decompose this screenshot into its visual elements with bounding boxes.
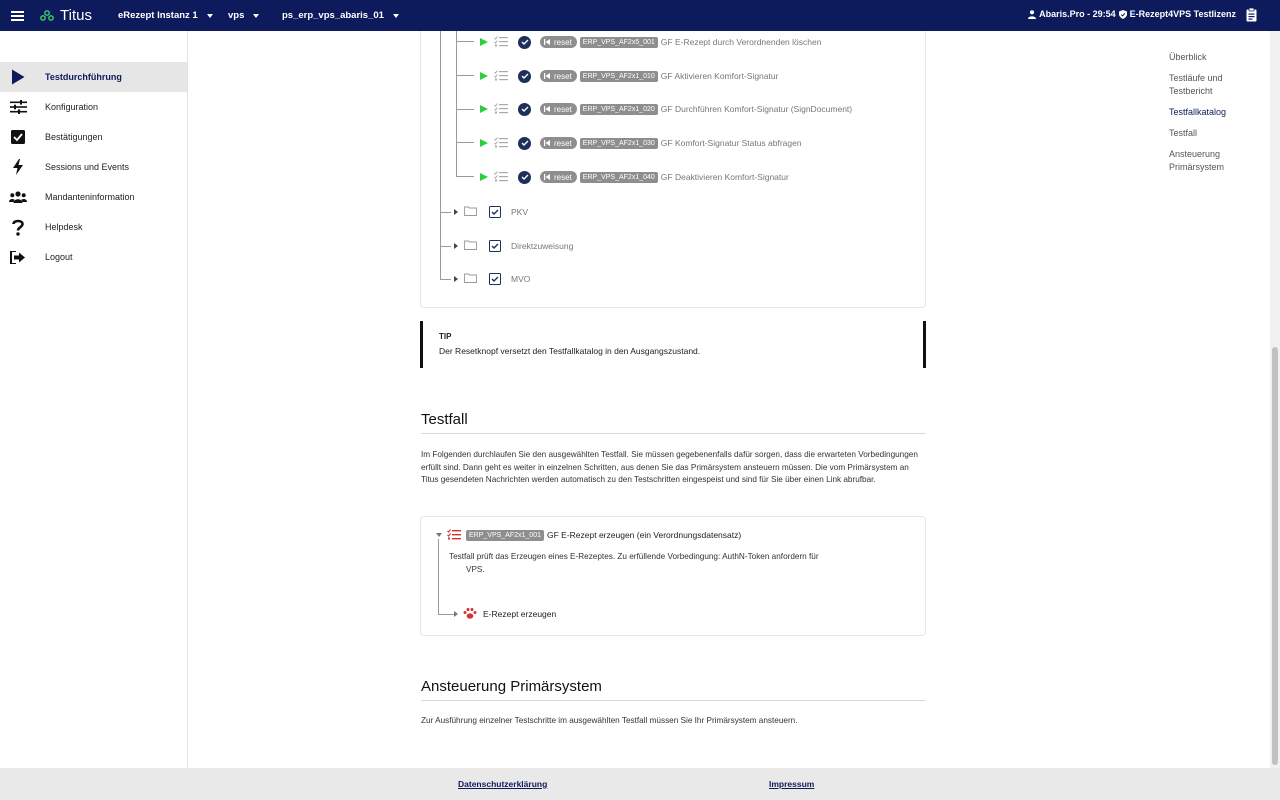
sidebar-item-sessions[interactable]	[0, 152, 187, 182]
reset-button[interactable]	[540, 36, 577, 48]
project-dropdown[interactable]	[282, 10, 399, 21]
expand-arrow-icon[interactable]	[454, 276, 458, 282]
skip-back-icon	[544, 174, 550, 180]
instance-dropdown[interactable]	[118, 10, 213, 21]
tree-case-row[interactable]	[480, 169, 789, 185]
module-dropdown[interactable]	[228, 10, 259, 21]
scrollbar-thumb[interactable]	[1272, 347, 1278, 765]
sidebar	[0, 31, 188, 768]
case-code-badge: ERP_VPS_AF2x1_020	[580, 104, 658, 115]
checklist-icon	[494, 137, 508, 150]
footer	[0, 768, 1280, 800]
skip-back-icon	[544, 140, 550, 146]
play-icon[interactable]	[480, 72, 488, 80]
tree-connector	[456, 75, 474, 76]
tree-connector	[438, 614, 454, 615]
divider	[421, 433, 926, 434]
sidebar-item-logout[interactable]	[0, 242, 187, 272]
reset-button-label: reset	[554, 37, 572, 47]
clipboard-icon[interactable]	[1246, 8, 1257, 22]
toc-item-active[interactable]: Testfallkatalog	[1169, 107, 1227, 117]
users-icon	[9, 188, 27, 206]
tree-folder-row[interactable]	[454, 204, 528, 220]
tip-title: TIP	[439, 332, 452, 341]
table-of-contents	[1169, 51, 1259, 182]
skip-back-icon	[544, 39, 550, 45]
tree-connector	[440, 246, 451, 247]
imprint-link[interactable]: Impressum	[769, 779, 815, 789]
test-step-row[interactable]	[454, 606, 556, 622]
user-icon	[1028, 10, 1036, 19]
reset-button-label: reset	[554, 172, 572, 182]
expand-arrow-icon[interactable]	[454, 209, 458, 215]
top-app-bar	[0, 0, 1280, 31]
checklist-icon	[447, 529, 461, 542]
folder-icon	[464, 240, 477, 252]
expand-arrow-icon[interactable]	[454, 611, 458, 617]
testcase-catalog-tree	[420, 31, 926, 308]
app-name: Titus	[60, 7, 92, 24]
sidebar-item-bestaetigungen[interactable]	[0, 122, 187, 152]
step-label[interactable]: E-Rezept erzeugen	[483, 609, 557, 619]
tree-connector	[456, 41, 474, 42]
check-circle-icon	[518, 137, 531, 150]
instance-dropdown-label: eRezept Instanz 1	[118, 10, 198, 21]
chevron-down-icon	[253, 14, 259, 18]
toc-item[interactable]: Ansteuerung Primärsystem	[1169, 149, 1225, 172]
tree-case-row[interactable]	[480, 135, 802, 151]
checklist-icon	[494, 103, 508, 116]
toc-item[interactable]: Testfall	[1169, 128, 1198, 138]
reset-button[interactable]	[540, 137, 577, 149]
testcase-header-row[interactable]	[436, 527, 741, 543]
tree-connector	[456, 142, 474, 143]
reset-button[interactable]	[540, 103, 577, 115]
titus-logo-icon	[40, 10, 54, 22]
case-code-badge: ERP_VPS_AF2x1_001	[466, 530, 544, 541]
tree-connector	[440, 31, 441, 280]
checkbox-icon	[9, 128, 27, 146]
case-code-badge: ERP_VPS_AF2x1_040	[580, 172, 658, 183]
sidebar-item-label: Helpdesk	[45, 222, 83, 232]
play-icon[interactable]	[480, 38, 488, 46]
checklist-icon	[494, 70, 508, 83]
check-circle-icon	[518, 70, 531, 83]
sidebar-item-label: Testdurchführung	[45, 72, 122, 82]
case-title: GF E-Rezept erzeugen (ein Verordnungsdatensatz)	[547, 530, 742, 540]
case-title[interactable]: GF Komfort-Signatur Status abfragen	[660, 138, 802, 148]
case-code-badge: ERP_VPS_AF2x5_001	[580, 37, 658, 48]
tip-box	[420, 321, 926, 368]
tree-connector	[456, 176, 474, 177]
checklist-icon	[494, 36, 508, 49]
sidebar-item-label: Bestätigungen	[45, 132, 103, 142]
collapse-arrow-icon[interactable]	[436, 533, 442, 537]
reset-button-label: reset	[554, 104, 572, 114]
sidebar-item-label: Konfiguration	[45, 102, 99, 112]
play-icon[interactable]	[480, 105, 488, 113]
case-code-badge: ERP_VPS_AF2x1_030	[580, 138, 658, 149]
paw-icon	[463, 607, 477, 621]
tree-connector	[456, 109, 474, 110]
sliders-icon	[9, 98, 27, 116]
sidebar-item-konfiguration[interactable]	[0, 92, 187, 122]
user-info[interactable]	[1025, 9, 1236, 19]
tree-case-row[interactable]	[480, 34, 821, 50]
tree-connector	[440, 279, 451, 280]
tree-folder-row[interactable]	[454, 238, 573, 254]
ansteuerung-description: Zur Ausführung einzelner Testschritte im ausgewählten Testfall müssen Sie Ihr Primärsystem ansteuern.	[421, 716, 798, 725]
case-code-badge: ERP_VPS_AF2x1_010	[580, 71, 658, 82]
divider	[421, 700, 926, 701]
module-dropdown-label: vps	[228, 10, 245, 21]
logout-icon	[9, 248, 27, 266]
folder-label: Direktzuweisung	[511, 241, 574, 251]
folder-label: PKV	[511, 207, 529, 217]
tree-connector	[456, 31, 457, 177]
toc-item[interactable]: Testläufe und Testbericht	[1169, 73, 1223, 96]
play-icon	[9, 68, 27, 86]
tree-connector	[438, 539, 439, 615]
skip-back-icon	[544, 106, 550, 112]
menu-icon[interactable]	[11, 11, 24, 21]
case-precondition-line: VPS.	[466, 565, 485, 574]
sidebar-item-label: Logout	[45, 252, 73, 262]
skip-back-icon	[544, 73, 550, 79]
checkbox[interactable]	[489, 273, 501, 285]
section-heading-testfall: Testfall	[421, 411, 468, 428]
tree-case-row[interactable]	[480, 68, 778, 84]
reset-button-label: reset	[554, 138, 572, 148]
section-heading-ansteuerung: Ansteuerung Primärsystem	[421, 678, 602, 695]
shield-icon	[1119, 10, 1127, 19]
check-circle-icon	[518, 103, 531, 116]
sidebar-item-helpdesk[interactable]	[0, 212, 187, 242]
testcase-panel	[420, 516, 926, 636]
toc-item[interactable]: Überblick	[1169, 52, 1207, 62]
case-precondition	[449, 550, 819, 576]
checkbox[interactable]	[489, 206, 501, 218]
case-precondition-line: Testfall prüft das Erzeugen eines E-Rezeptes. Zu erfüllende Vorbedingung: AuthN-Token anfordern für	[449, 552, 819, 561]
sidebar-item-testdurchfuehrung[interactable]	[0, 62, 187, 92]
check-circle-icon	[518, 36, 531, 49]
privacy-link[interactable]: Datenschutzerklärung	[458, 779, 548, 789]
tip-text: Der Resetknopf versetzt den Testfallkatalog in den Ausgangszustand.	[439, 346, 701, 356]
chevron-down-icon	[393, 14, 399, 18]
case-title[interactable]: GF Aktivieren Komfort-Signatur	[660, 71, 779, 81]
sidebar-item-mandanten[interactable]	[0, 182, 187, 212]
case-title[interactable]: GF E-Rezept durch Verordnenden löschen	[660, 37, 822, 47]
play-icon[interactable]	[480, 139, 488, 147]
testfall-description: Im Folgenden durchlaufen Sie den ausgewählten Testfall. Sie müssen gegebenenfalls dafür sorgen, dass die erwarteten Vorbedingungen erfüllt sind. Dann geht es weiter in einzelnen Schritten, aus denen Sie das Primärsystem ansteuern müssen. Die vom Primärsystem an Titus gesendeten Nachrichten werden automatisch zu den Testschritten eingespeist und sind für Sie über einen Link abrufbar.	[421, 450, 918, 485]
case-title[interactable]: GF Durchführen Komfort-Signatur (SignDocument)	[660, 104, 853, 114]
case-title[interactable]: GF Deaktivieren Komfort-Signatur	[660, 172, 789, 182]
chevron-down-icon	[207, 14, 213, 18]
question-icon	[9, 218, 27, 236]
checkbox[interactable]	[489, 240, 501, 252]
tree-folder-row[interactable]	[454, 271, 530, 287]
license-label: E-Rezept4VPS Testlizenz	[1129, 9, 1236, 19]
folder-icon	[464, 206, 477, 218]
folder-icon	[464, 273, 477, 285]
folder-label: MVO	[511, 274, 531, 284]
reset-button[interactable]	[540, 171, 577, 183]
tree-connector	[440, 212, 451, 213]
user-session: Abaris.Pro - 29:54	[1039, 9, 1116, 19]
bolt-icon	[9, 158, 27, 176]
sidebar-item-label: Mandanteninformation	[45, 192, 135, 202]
expand-arrow-icon[interactable]	[454, 243, 458, 249]
app-logo[interactable]	[40, 7, 92, 24]
play-icon[interactable]	[480, 173, 488, 181]
reset-button-label: reset	[554, 71, 572, 81]
check-circle-icon	[518, 171, 531, 184]
checklist-icon	[494, 171, 508, 184]
tree-case-row[interactable]	[480, 101, 852, 117]
sidebar-item-label: Sessions und Events	[45, 162, 130, 172]
reset-button[interactable]	[540, 70, 577, 82]
project-dropdown-label: ps_erp_vps_abaris_01	[282, 10, 384, 21]
